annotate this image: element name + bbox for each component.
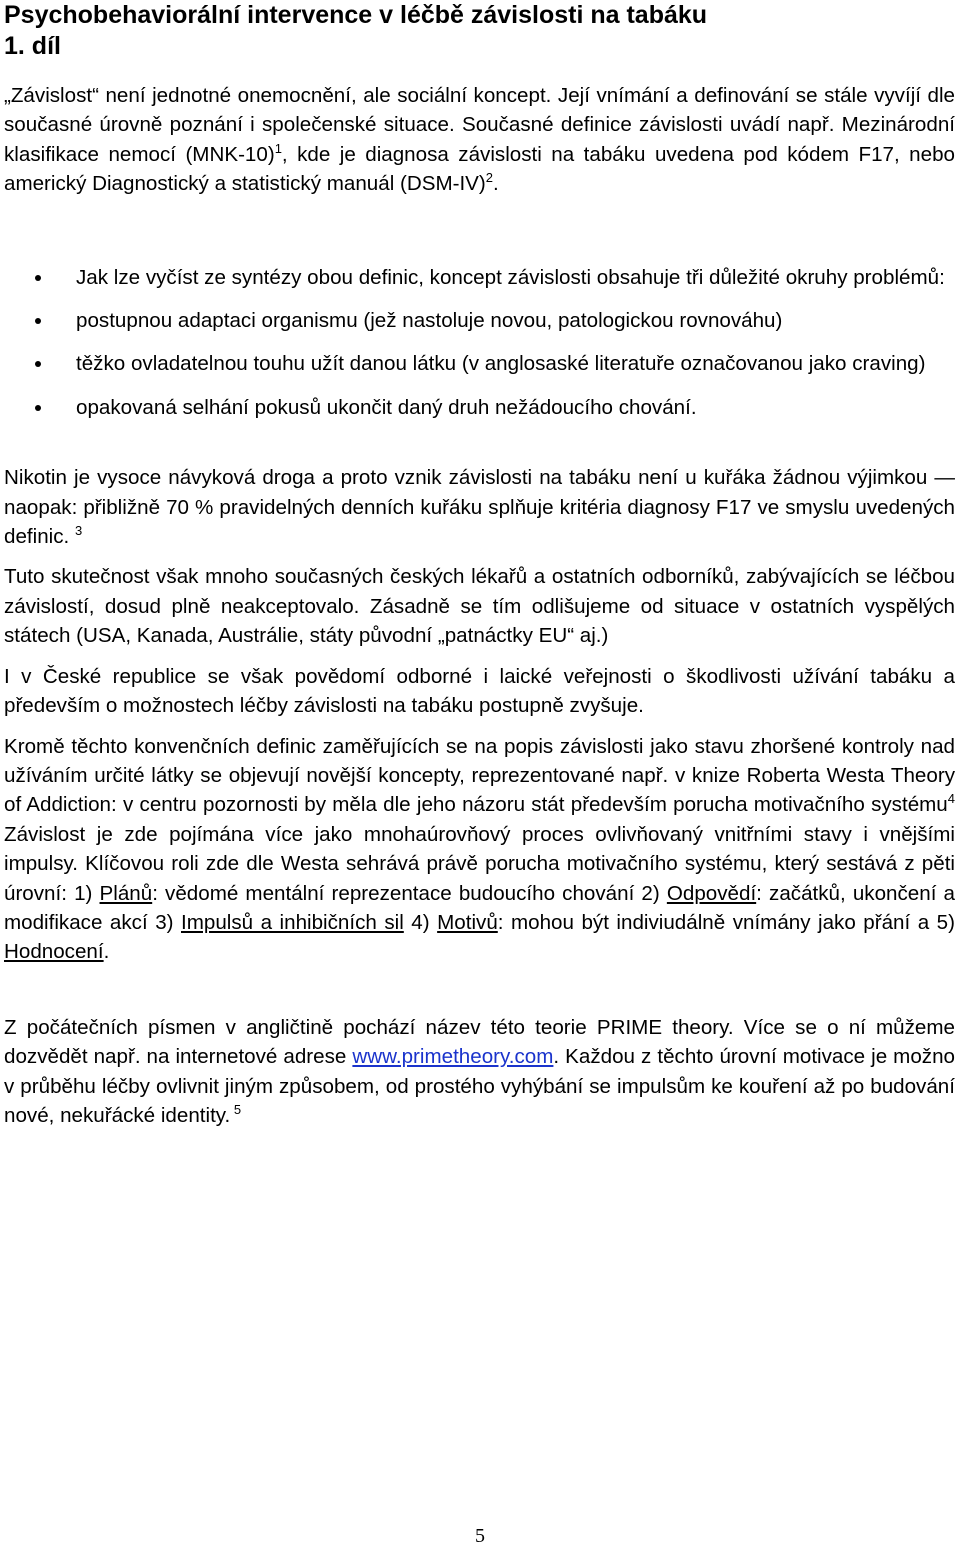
intro-text-3: .	[493, 172, 499, 196]
republika-paragraph: I v České republice se však povědomí odborné i laické veřejnosti o škodlivosti užívání tabáku a především o možnostech léčby závislosti na tabáku postupně zvyšuje.	[4, 664, 955, 718]
bullet-dot-icon	[35, 318, 41, 324]
prime-paragraph: Z počátečních písmen v angličtině pochází název této teorie PRIME theory. Více se o ní můžeme dozvědět např. na internetové adrese www.primetheory.com. Každou z těchto úrovní motivace je možno v průběhu léčby ovlivnit jiným způsobem, od prostého vyhýbání se impulsům ke kouření až po budování nové, nekuřácké identity. $^5$	[4, 1015, 955, 1127]
term-hodnoceni: Hodnocení	[4, 940, 104, 964]
footnote-ref-5: 5	[230, 1101, 242, 1117]
footnote-ref-4: 4	[947, 791, 955, 807]
bullet-dot-icon	[35, 405, 41, 411]
title-line-1: Psychobehaviorální intervence v léčbě závislosti na tabáku	[4, 1, 708, 29]
skutecnost-paragraph: Tuto skutečnost však mnoho současných českých lékařů a ostatních odborníků, zabývajících se léčbou závislostí, dosud plně neakceptovalo. Zásadně se tím odlišujeme od situace v ostatních vyspělých státech (USA, Kanada, Austrálie, státy původní „patnáctky EU“ aj.)	[4, 565, 955, 648]
list-item: Jak lze vyčíst ze syntézy obou definic, koncept závislosti obsahuje tři důležité okruhy problémů:	[4, 263, 955, 292]
bullet-list	[4, 263, 955, 423]
term-motivy: Motivů	[437, 910, 498, 934]
term-plany: Plánů	[99, 881, 153, 905]
intro-text-2: , kde je diagnosa závislosti na tabáku uvedena pod kódem F17, nebo americký Diagnostický a statistický manuál (DSM-IV)	[4, 142, 955, 196]
prime-theory-paragraph: Kromě těchto konvenčních definic zaměřujících se na popis závislosti jako stavu zhoršené kontroly nad užíváním určité látky se objevují novější koncepty, reprezentované např. v knize Roberta Westa Theory of Addiction: v centru pozornosti by měla dle jeho názoru stát především porucha motivačního systému$^4$ Závislost je zde pojímána více jako mnohaúrovňový proces ovlivňovaný vnitřními stavy i vnějšími impulsy. Klíčovou roli zde dle Westa sehrává právě porucha motivačního systému, který sestává z pěti úrovní: 1) Plánů: vědomé mentální reprezentace budoucího chování 2) Odpovědí: začátků, ukončení a modifikace akcí 3) Impulsů a inhibičních sil 4) Motivů: mohou být indiviudálně vnímány jako přání a 5) Hodnocení.	[4, 734, 955, 964]
term-impulsy: Impulsů a inhibičních sil	[181, 910, 404, 934]
footnote-ref-3: 3	[75, 523, 83, 539]
bullet-dot-icon	[35, 275, 41, 281]
document-page	[4, 0, 955, 1130]
footnote-ref-2: 2	[485, 170, 494, 186]
intro-text-1: „Závislost“ není jednotné onemocnění, ale sociální koncept. Její vnímání a definování se stále vyvíjí dle současné úrovně poznání i společenské situace. Současné definice závislosti uvádí např. Mezinárodní klasifikace nemocí (MNK-10)	[4, 84, 955, 166]
title-line-2: 1. díl	[4, 32, 61, 60]
term-odpovedi: Odpovědí	[666, 881, 757, 905]
list-item: těžko ovladatelnou touhu užít danou látku (v anglosaské literatuře označovanou jako craving)	[4, 349, 955, 378]
bullet-dot-icon	[35, 361, 41, 367]
primetheory-link[interactable]: www.primetheory.com	[352, 1045, 554, 1069]
page-title	[4, 0, 955, 62]
intro-paragraph	[4, 81, 955, 199]
list-item: opakovaná selhání pokusů ukončit daný druh nežádoucího chování.	[4, 393, 955, 422]
footnote-ref-1: 1	[274, 140, 282, 156]
page-number: 5	[475, 1525, 485, 1547]
list-item: postupnou adaptaci organismu (jež nastoluje novou, patologickou rovnováhu)	[4, 306, 955, 335]
nikotin-paragraph: Nikotin je vysoce návyková droga a proto vznik závislosti na tabáku není u kuřáka žádnou výjimkou — naopak: přibližně 70 % pravidelných denních kuřáku splňuje kritéria diagnosy F17 ve smyslu uvedených definic. $^3$	[4, 466, 955, 549]
